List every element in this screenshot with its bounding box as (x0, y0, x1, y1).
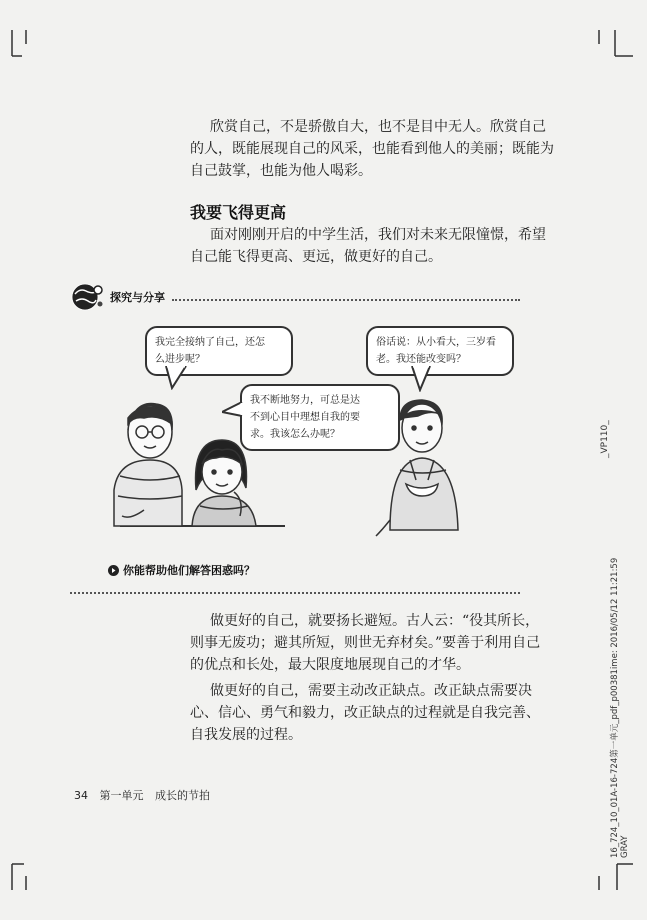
bubble-line: 俗话说：从小看大，三岁看 (376, 337, 496, 348)
bubble-line: 我完全接纳了自己，还怎 (155, 337, 265, 348)
speech-bubble-can-change (366, 326, 514, 376)
text-line: 面对刚刚开启的中学生活，我们对未来无限憧憬，希望 (210, 227, 546, 243)
margin-gray-label: GRAY (620, 835, 630, 858)
crop-mark-top-left (10, 30, 40, 60)
bubble-line: 么进步呢？ (155, 354, 205, 365)
unit-label: 第一单元 (99, 789, 144, 802)
bubble-line: 求。我该怎么办呢？ (250, 429, 340, 440)
margin-file-info: 16_724_10_01A-16-724第一单元_pdf_p00381ime: 2016/05/12 11:21:59 (610, 557, 620, 858)
bubble-line: 老。我还能改变吗？ (376, 354, 466, 365)
text-line: 自己鼓掌，也能为他人喝彩。 (190, 163, 372, 179)
bubble-line: 不到心目中理想自我的要 (250, 412, 360, 423)
explore-globe-icon (70, 282, 104, 312)
page-footer (74, 787, 210, 803)
dotted-divider-bottom (70, 592, 520, 594)
section-heading: 我要飞得更高 (190, 203, 287, 222)
bubble-tail (162, 366, 192, 390)
bubble-tail (222, 400, 244, 420)
text-line: 自我发展的过程。 (190, 727, 302, 743)
margin-vp-label: _VP110_ (600, 420, 610, 458)
text-line: 做更好的自己，就要扬长避短。古人云：“役其所长， (210, 613, 540, 629)
text-line: 则事无废功；避其所短，则世无弃材矣。”要善于利用自己 (190, 635, 541, 651)
text-line: 自己能飞得更高、更远，做更好的自己。 (190, 249, 442, 265)
bubble-line: 我不断地努力，可总是达 (250, 395, 360, 406)
text-line: 心、信心、勇气和毅力，改正缺点的过程就是自我完善、 (190, 705, 540, 721)
dotted-divider-top (172, 299, 520, 301)
text-line: 欣赏自己，不是骄傲自大，也不是目中无人。欣赏自己 (210, 119, 546, 135)
crop-mark-bottom-left (10, 860, 40, 890)
bubble-tail (408, 366, 436, 392)
girl-thinking (192, 440, 256, 526)
crop-mark-bottom-right (595, 860, 635, 890)
text-line: 的人，既能展现自己的风采，也能看到他人的美丽；既能为 (190, 141, 554, 157)
speech-bubble-ideal-self (240, 384, 400, 451)
boy-with-glasses (114, 404, 182, 526)
unit-title: 成长的节拍 (155, 789, 210, 802)
crop-mark-top-right (595, 30, 635, 60)
text-line: 做更好的自己，需要主动改正缺点。改正缺点需要决 (210, 683, 532, 699)
explore-title: 探究与分享 (110, 291, 165, 304)
page-number: 34 (74, 789, 88, 802)
question-text: 你能帮助他们解答困惑吗？ (123, 564, 255, 577)
text-line: 的优点和长处，最大限度地展现自己的才华。 (190, 657, 470, 673)
arrow-circle-icon (108, 565, 119, 576)
